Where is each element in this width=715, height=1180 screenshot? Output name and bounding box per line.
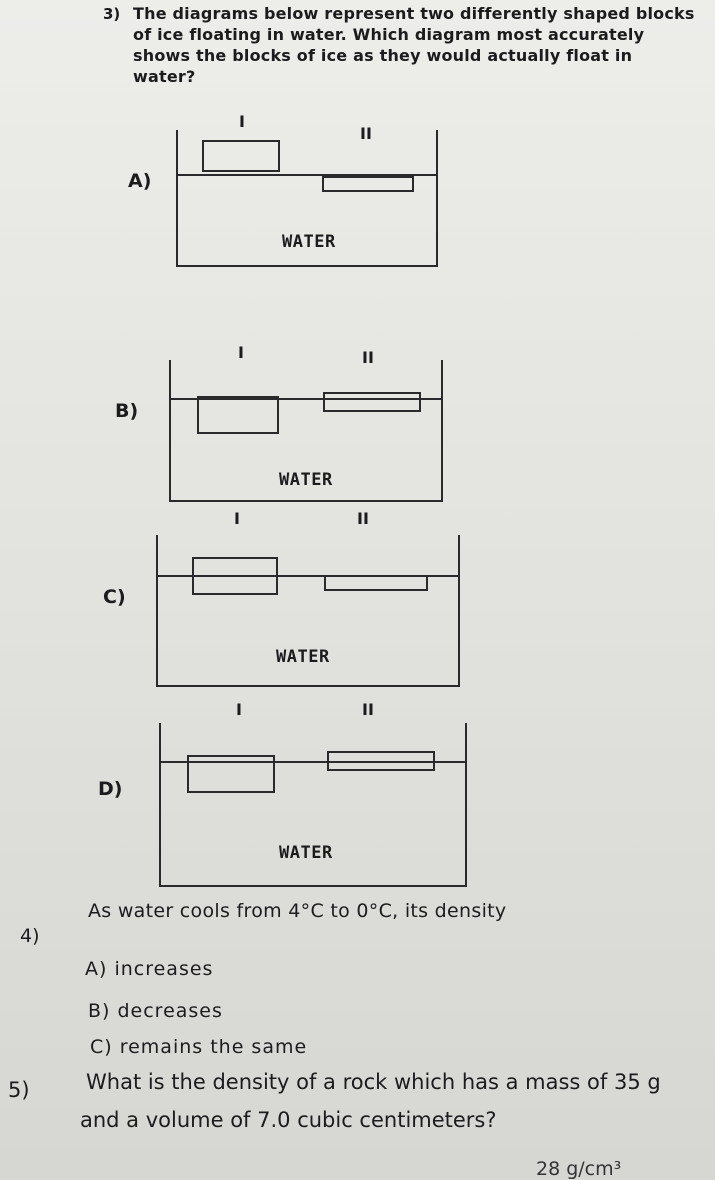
option-b-block-1 bbox=[197, 396, 279, 434]
option-c-block-1 bbox=[192, 557, 278, 595]
option-b-block-2-label: II bbox=[362, 348, 374, 367]
question-3-line-4: water? bbox=[133, 67, 196, 86]
option-b-diagram bbox=[169, 360, 443, 502]
question-5-number: 5) bbox=[8, 1078, 30, 1102]
option-c-letter: C) bbox=[103, 586, 126, 608]
question-3-number: 3) bbox=[103, 5, 121, 23]
option-b-water-label: WATER bbox=[279, 470, 333, 490]
question-4-choice-b: B) decreases bbox=[88, 1000, 223, 1022]
option-d-water-label: WATER bbox=[279, 843, 333, 863]
question-4-choice-c: C) remains the same bbox=[90, 1036, 308, 1058]
option-d-diagram bbox=[159, 723, 467, 887]
option-a-block-2-label: II bbox=[360, 124, 372, 143]
question-3-line-1: The diagrams below represent two differently shaped blocks bbox=[133, 4, 695, 23]
option-c-block-2 bbox=[324, 575, 428, 591]
option-c-block-2-label: II bbox=[357, 509, 369, 528]
option-a-block-1-label: I bbox=[239, 112, 245, 131]
question-4-text: As water cools from 4°C to 0°C, its density bbox=[88, 900, 507, 922]
question-4-choice-a: A) increases bbox=[85, 958, 214, 980]
option-b-block-1-label: I bbox=[238, 343, 244, 362]
option-c-diagram bbox=[156, 535, 460, 687]
option-a-diagram bbox=[176, 130, 438, 267]
question-4-number: 4) bbox=[20, 925, 40, 947]
option-d-block-2 bbox=[327, 751, 435, 771]
question-3-line-2: of ice floating in water. Which diagram most accurately bbox=[133, 25, 645, 44]
question-5-line-1: What is the density of a rock which has a mass of 35 g bbox=[86, 1070, 661, 1094]
question-3-text bbox=[133, 3, 695, 87]
option-b-letter: B) bbox=[115, 400, 139, 422]
option-d-block-1 bbox=[187, 755, 275, 793]
question-5-line-2: and a volume of 7.0 cubic centimeters? bbox=[80, 1108, 497, 1132]
option-d-letter: D) bbox=[98, 778, 123, 800]
option-a-block-2 bbox=[322, 176, 414, 192]
option-a-letter: A) bbox=[128, 170, 152, 192]
option-a-water-label: WATER bbox=[282, 232, 336, 252]
question-3-line-3: shows the blocks of ice as they would actually float in bbox=[133, 46, 633, 65]
option-d-block-2-label: II bbox=[362, 700, 374, 719]
option-c-water-label: WATER bbox=[276, 647, 330, 667]
option-a-block-1 bbox=[202, 140, 280, 172]
option-d-block-1-label: I bbox=[236, 700, 242, 719]
option-b-block-2 bbox=[323, 392, 421, 412]
option-c-block-1-label: I bbox=[234, 509, 240, 528]
question-5-partial-answer: 28 g/cm³ bbox=[536, 1158, 622, 1180]
